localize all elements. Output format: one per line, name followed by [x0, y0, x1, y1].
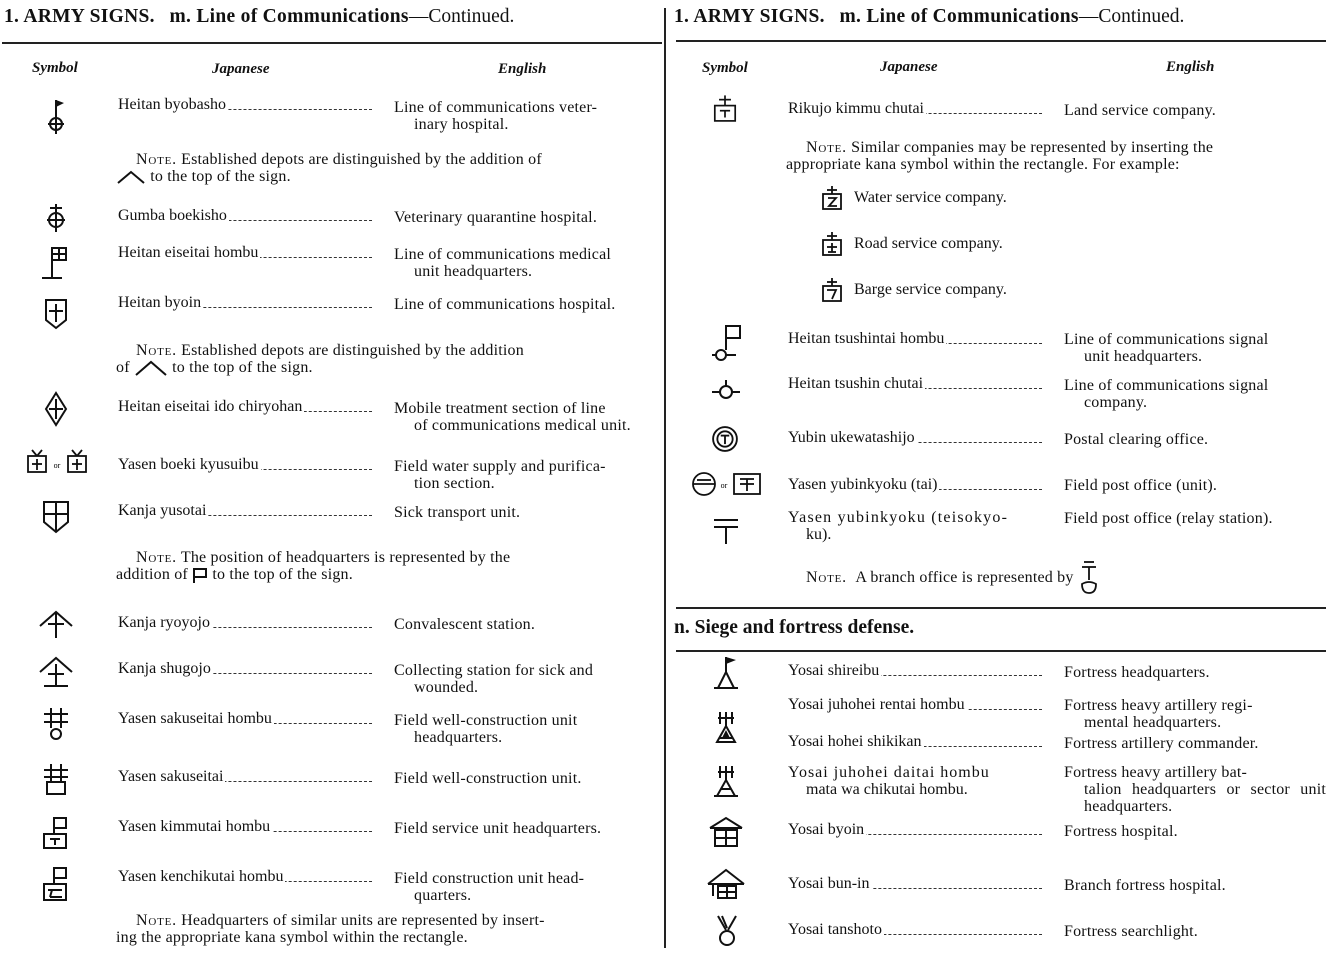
note: Note. Similar companies may be represented by inserting the appropriate kana symbol within the rectangle. For example: [786, 139, 1214, 173]
collecting-station-symbol-icon [36, 652, 76, 692]
entry-jp: Yubin ukewatashijo [788, 429, 1044, 447]
entry-en: Field construction unit head- quarters. [394, 870, 585, 904]
flag-mark-icon [192, 567, 208, 584]
entry-jp: Kanja shugojo [118, 660, 374, 678]
entry-en: Fortress searchlight. [1064, 923, 1198, 940]
note: Note. A branch office is represented by [786, 558, 1326, 596]
barge-service-company-icon [820, 277, 844, 303]
road-service-company-icon [820, 231, 844, 257]
entry-jp: Kanja yusotai [118, 502, 374, 520]
entry-jp: Yosai shireibu [788, 662, 1044, 680]
entry-jp: Yasen kenchikutai hombu [118, 868, 374, 886]
note: Note. Headquarters of similar units are represented by insert- ing the appropriate kana symbol within the rectangle. [116, 912, 545, 946]
branch-office-mark-icon [1078, 558, 1100, 596]
right-header-section: m. Line of Communications [839, 6, 1079, 27]
entry-jp: Yosai hohei shikikan [788, 733, 1044, 751]
entry-jp: Yosai juhohei daitai hombu mata wa chikutai hombu. [788, 764, 990, 798]
entry-en: Line of communications hospital. [394, 296, 616, 313]
medical-unit-hq-symbol-icon [36, 244, 76, 284]
example-row: Road service company. [820, 231, 1003, 257]
entry-en: Postal clearing office. [1064, 431, 1209, 448]
entry-en: Fortress heavy artillery bat- talion headquarters or sector unit headquarters. [1064, 764, 1326, 815]
left-colhead-symbol: Symbol [32, 60, 78, 76]
entry-jp: Heitan tsushintai hombu [788, 330, 1044, 348]
right-colhead-symbol: Symbol [702, 60, 748, 76]
branch-fortress-hospital-symbol-icon [706, 864, 746, 904]
entry-en: Field water supply and purifica- tion section. [394, 458, 606, 492]
entry-en: Line of communications veter- inary hospital. [394, 99, 598, 133]
vet-hospital-symbol-icon [36, 96, 76, 136]
entry-en: Line of communications signal company. [1064, 377, 1269, 411]
entry-jp: Yasen sakuseitai hombu [118, 710, 374, 728]
entry-jp: Heitan eiseitai hombu [118, 244, 374, 262]
entry-jp: Yasen boeki kyusuibu [118, 456, 374, 474]
well-construction-hq-symbol-icon [36, 704, 76, 744]
entry-en: Veterinary quarantine hospital. [394, 209, 598, 226]
left-header [4, 6, 656, 36]
entry-jp: Yasen yubinkyoku (tai) [788, 476, 1044, 494]
note: Note. The position of headquarters is represented by the addition of to the top of the sign. [116, 549, 511, 583]
right-header-suffix: —Continued. [1078, 6, 1185, 27]
entry-jp: Heitan byoin [118, 294, 374, 312]
left-header-suffix: —Continued. [408, 6, 515, 27]
entry-jp: Yasen yubinkyoku (teisokyo- ku). [788, 509, 1009, 543]
water-supply-symbol-icon [26, 446, 90, 482]
fortress-hospital-symbol-icon [706, 812, 746, 852]
entry-en: Field post office (unit). [1064, 477, 1218, 494]
svg-text:or: or [720, 481, 728, 490]
entry-jp: Kanja ryoyojo [118, 614, 374, 632]
example-row: Water service company. [820, 185, 1007, 211]
well-construction-unit-symbol-icon [36, 760, 76, 800]
signal-unit-hq-symbol-icon [706, 324, 746, 364]
entry-en: Sick transport unit. [394, 504, 521, 521]
signal-company-symbol-icon [706, 372, 746, 412]
entry-en: Mobile treatment section of line of communications medical unit. [394, 400, 631, 434]
right-colhead-japanese: Japanese [880, 59, 938, 75]
entry-en: Fortress headquarters. [1064, 664, 1210, 681]
siege-rule-bottom [676, 650, 1326, 652]
entry-jp: Rikujo kimmu chutai [788, 100, 1044, 118]
fortress-searchlight-symbol-icon [708, 912, 748, 952]
entry-jp: Yasen kimmutai hombu [118, 818, 374, 836]
heavy-artillery-battalion-hq-symbol-icon [708, 762, 748, 802]
entry-en: Field post office (relay station). [1064, 510, 1273, 527]
note: Note. Established depots are distinguished by the addition of to the top of the sign. [116, 151, 656, 185]
example-row: Barge service company. [820, 277, 1007, 303]
water-service-company-icon [820, 185, 844, 211]
right-header-rule [676, 40, 1326, 42]
entry-en: Line of communications medical unit headquarters. [394, 246, 612, 280]
column-divider [664, 8, 666, 948]
siege-section-title: n. Siege and fortress defense. [674, 617, 915, 638]
sick-transport-symbol-icon [36, 496, 76, 536]
siege-rule-top [676, 607, 1326, 609]
caret-mark-icon [134, 360, 168, 376]
relay-post-office-symbol-icon [706, 510, 746, 550]
convalescent-station-symbol-icon [36, 604, 76, 644]
left-column [0, 0, 662, 961]
quarantine-hospital-symbol-icon [36, 198, 76, 238]
entry-jp: Heitan byobasho [118, 96, 374, 114]
entry-en: Field service unit headquarters. [394, 820, 602, 837]
right-column [670, 0, 1333, 961]
heavy-artillery-regiment-hq-symbol-icon [708, 708, 748, 748]
right-header-title: 1. ARMY SIGNS. [674, 6, 825, 27]
caret-mark-icon [116, 170, 146, 184]
postal-clearing-office-symbol-icon [708, 422, 742, 456]
entry-en: Fortress hospital. [1064, 823, 1178, 840]
svg-text:or: or [53, 461, 61, 470]
left-colhead-japanese: Japanese [212, 61, 270, 77]
entry-en: Field well-construction unit. [394, 770, 582, 787]
field-construction-hq-symbol-icon [36, 866, 76, 906]
entry-en: Fortress artillery commander. [1064, 735, 1259, 752]
entry-en: Field well-construction unit headquarters. [394, 712, 578, 746]
right-header [674, 6, 1327, 36]
entry-jp: Yasen sakuseitai [118, 768, 374, 786]
entry-jp: Yosai bun-in [788, 875, 1044, 893]
entry-en: Land service company. [1064, 102, 1216, 119]
left-header-title: 1. ARMY SIGNS. [4, 6, 155, 27]
note: Note. Established depots are distinguished by the addition of to the top of the sign. [116, 342, 524, 376]
entry-en: Fortress heavy artillery regi- mental headquarters. [1064, 697, 1253, 731]
entry-en: Branch fortress hospital. [1064, 877, 1226, 894]
entry-jp: Yosai juhohei rentai hombu [788, 696, 1044, 714]
field-service-hq-symbol-icon [36, 814, 76, 854]
entry-jp: Yosai tanshoto [788, 921, 1044, 939]
entry-jp: Heitan tsushin chutai [788, 375, 1044, 393]
entry-en: Line of communications signal unit headquarters. [1064, 331, 1269, 365]
entry-jp: Gumba boekisho [118, 207, 374, 225]
entry-jp: Heitan eiseitai ido chiryohan [118, 398, 374, 416]
right-colhead-english: English [1166, 59, 1215, 75]
mobile-treatment-symbol-icon [36, 389, 76, 429]
entry-jp: Yosai byoin [788, 821, 1044, 839]
fortress-hq-symbol-icon [708, 654, 748, 694]
left-header-rule [2, 42, 662, 44]
entry-en: Collecting station for sick and wounded. [394, 662, 594, 696]
land-service-company-symbol-icon [708, 92, 742, 126]
left-header-section: m. Line of Communications [169, 6, 409, 27]
field-post-office-symbol-icon [690, 468, 764, 500]
entry-en: Convalescent station. [394, 616, 536, 633]
left-colhead-english: English [498, 61, 547, 77]
loc-hospital-symbol-icon [36, 294, 76, 334]
